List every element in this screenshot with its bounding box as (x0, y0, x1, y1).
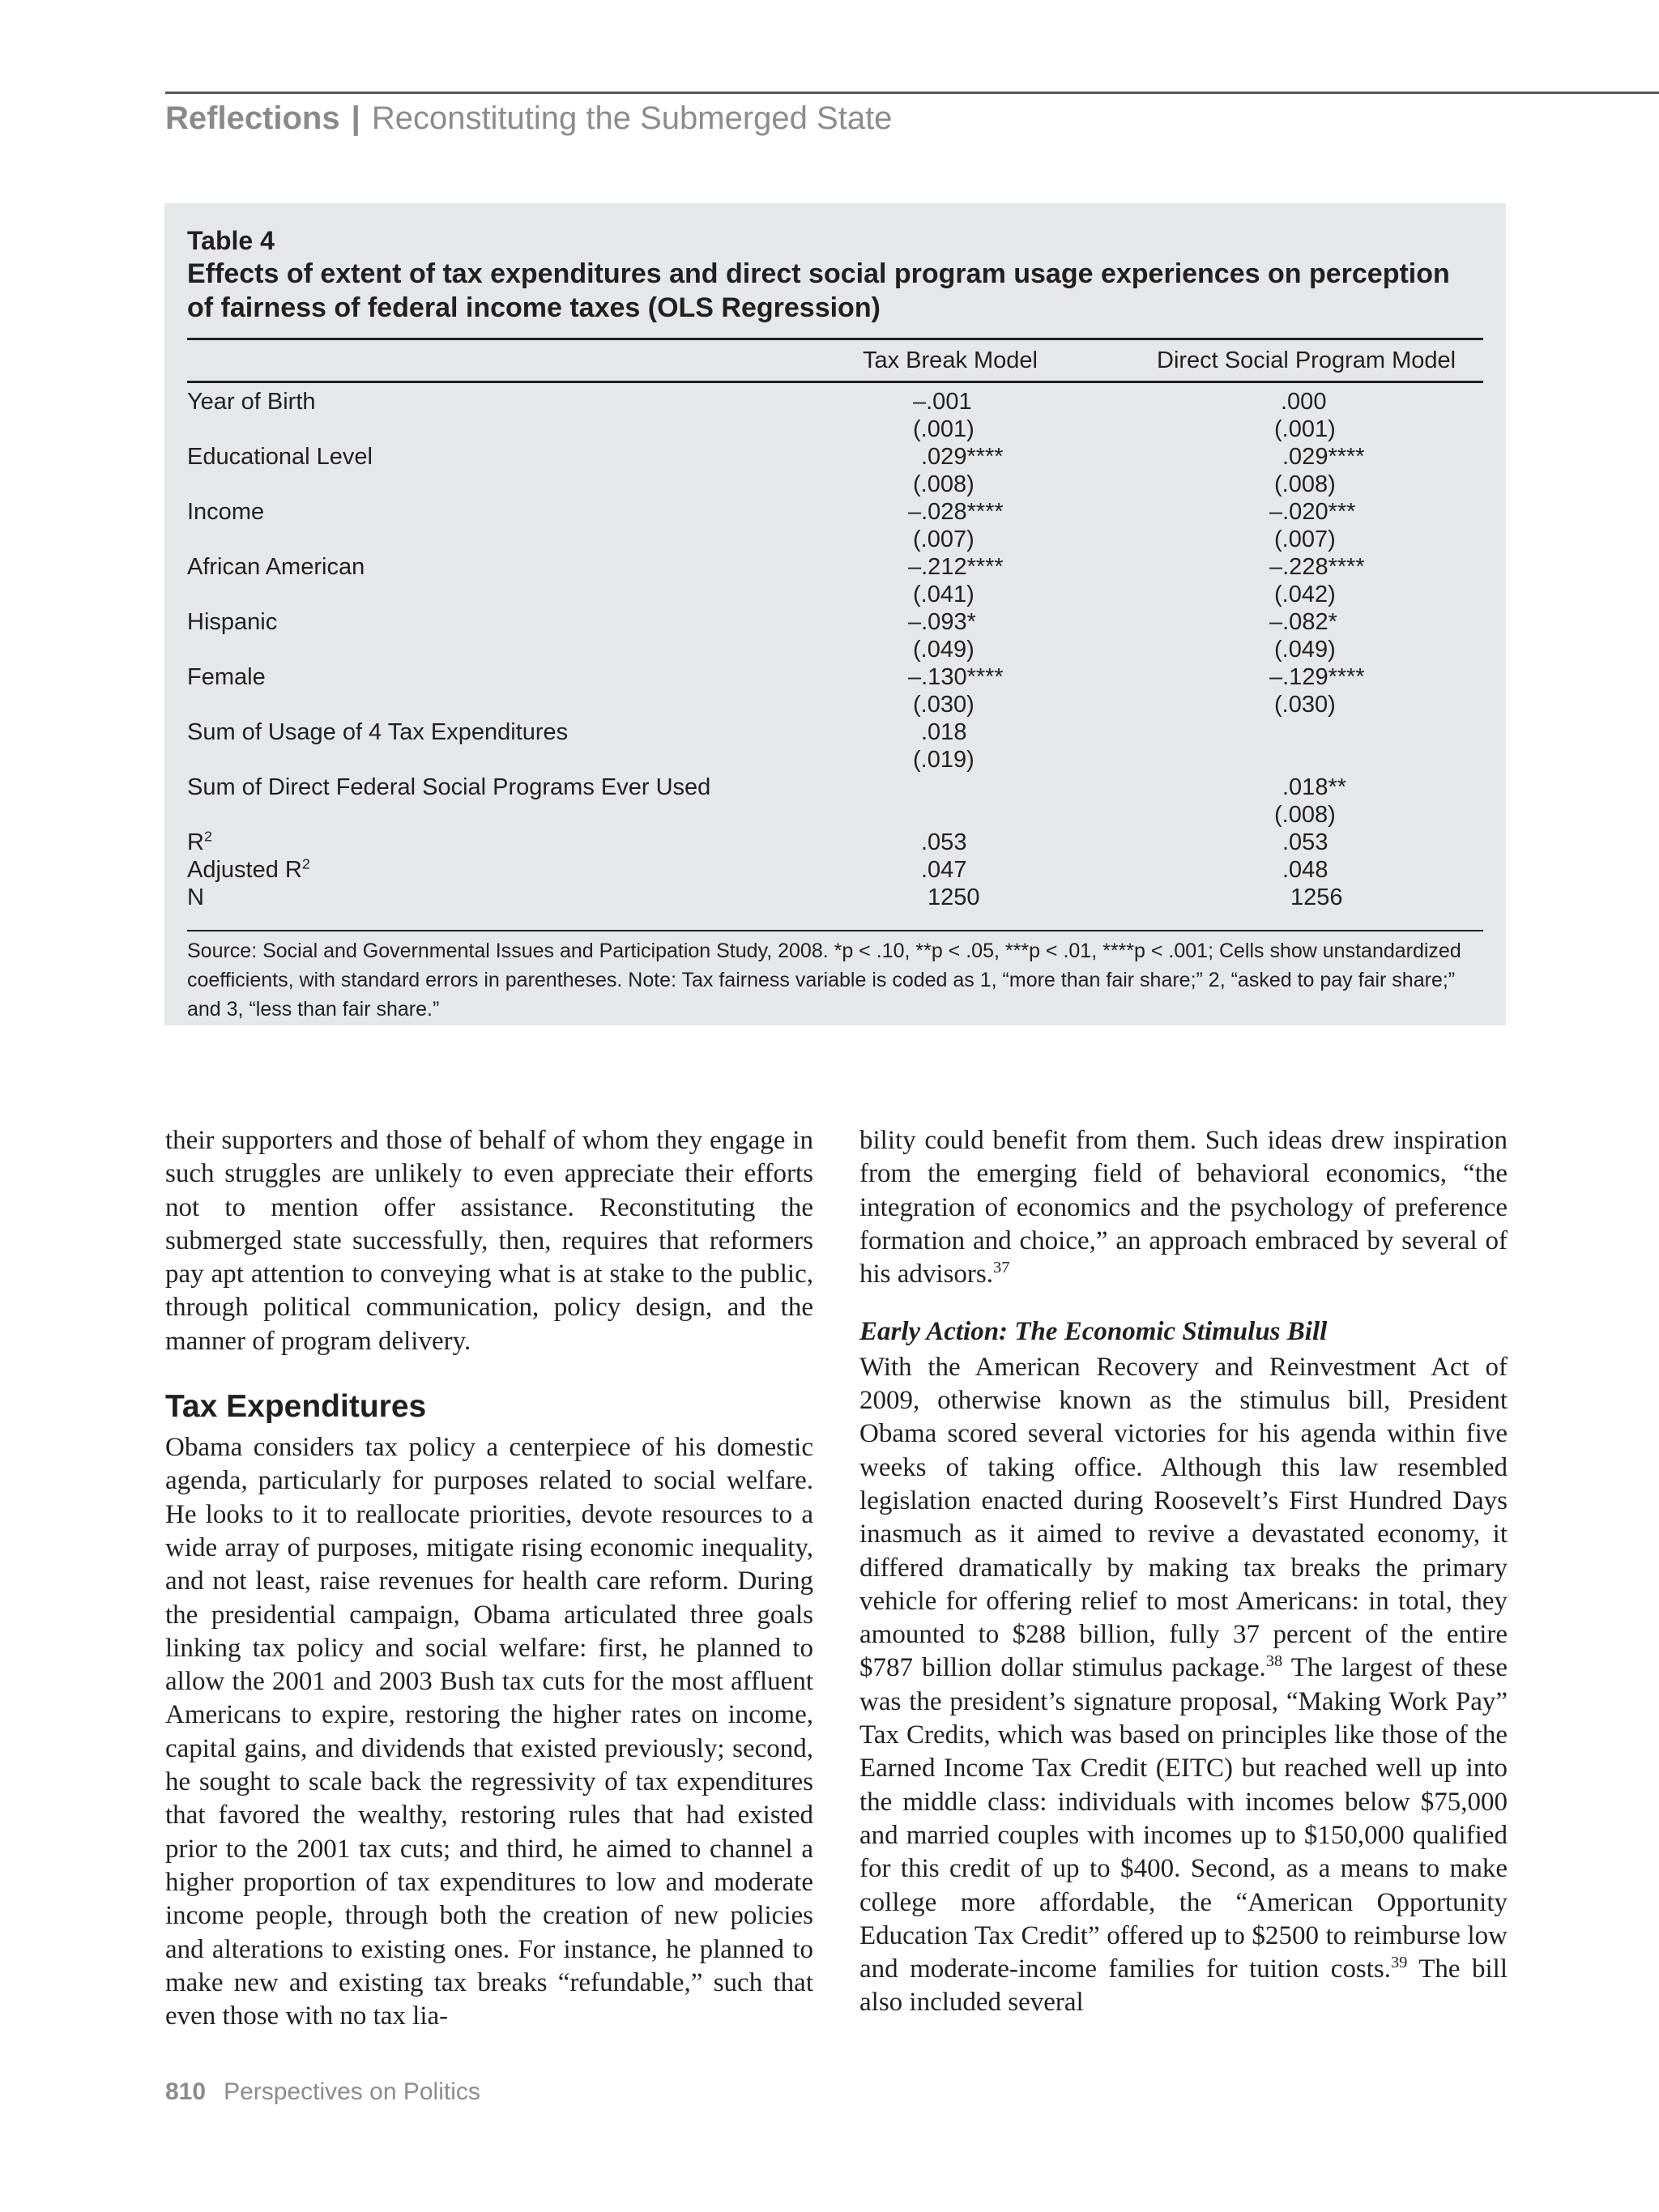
coef-tax-break: –.212**** (908, 554, 1004, 580)
table-row (187, 553, 1483, 581)
se-tax-break: (.049) (913, 637, 975, 663)
page-footer (165, 2078, 480, 2106)
row-label: Sum of Usage of 4 Tax Expenditures (187, 719, 569, 745)
stat-tax-break: 1250 (928, 884, 980, 910)
paragraph: Obama considers tax policy a centerpiece of his domestic agenda, particularly for purposes related to social welfare. He looks to it to reallocate priorities, devote resources to a wide array of purposes, mitigate rising economic inequality, and not least, raise revenues for health care reform. During the presidential campaign, Obama articulated three goals linking tax policy and social welfare: first, he planned to allow the 2001 and 2003 Bush tax cuts for the most affluent Americans to expire, restoring the higher rates on income, capital gains, and dividends that existed previously; second, he sought to scale back the regressivity of tax expenditures that favored the wealthy, restoring rules that had existed prior to the 2001 tax cuts; and third, he aimed to channel a higher proportion of tax expenditures to low and moderate income people, through both the creation of new policies and alterations to existing ones. For instance, he planned to make new and existing tax breaks “refundable,” such that even those with no tax lia- (165, 1433, 813, 2031)
se-direct-social: (.001) (1274, 416, 1336, 442)
paragraph: their supporters and those of behalf of whom they engage in such struggles are unlikely to even appreciate their efforts not to mention offer assistance. Reconstituting the submerged state successfully, then, requires that reformers pay apt attention to conveying what is at stake to the public, through political communication, policy design, and the manner of program delivery. (165, 1126, 813, 1356)
stat-direct-social: .053 (1282, 829, 1328, 855)
coef-direct-social: –.020*** (1269, 499, 1356, 525)
row-label: Educational Level (187, 444, 373, 470)
table-row-se (187, 691, 1483, 718)
table-row-se (187, 801, 1483, 829)
section-name: Reflections (165, 100, 340, 136)
coef-tax-break: .029**** (921, 444, 1004, 470)
table-row (187, 663, 1483, 691)
journal-name: Perspectives on Politics (224, 2078, 480, 2105)
row-label: Hispanic (187, 609, 278, 635)
table-row-se (187, 581, 1483, 608)
subsection-heading: Early Action: The Economic Stimulus Bill (859, 1317, 1328, 1347)
se-tax-break: (.008) (913, 471, 975, 497)
coef-direct-social: .000 (1281, 389, 1327, 415)
table-label: Table 4 (187, 226, 275, 255)
se-tax-break: (.001) (913, 416, 975, 442)
se-tax-break: (.030) (913, 692, 975, 718)
row-label: Female (187, 664, 266, 690)
stat-direct-social: .048 (1282, 857, 1328, 883)
se-direct-social: (.042) (1274, 582, 1336, 607)
coef-direct-social: –.228**** (1269, 554, 1365, 580)
table-row-se (187, 636, 1483, 663)
coef-tax-break: –.130**** (908, 664, 1004, 690)
table-row (187, 608, 1483, 636)
article-title: Reconstituting the Submerged State (371, 100, 893, 136)
table-row (187, 774, 1483, 801)
row-label: African American (187, 554, 365, 580)
coef-direct-social: –.129**** (1269, 664, 1365, 690)
table-row-se (187, 471, 1483, 498)
table-row (187, 443, 1483, 471)
stat-label: N (187, 884, 204, 910)
footnote-ref: 38 (1265, 1652, 1283, 1671)
se-direct-social: (.008) (1274, 471, 1336, 497)
footnote-ref: 39 (1390, 1954, 1408, 1972)
se-tax-break: (.041) (913, 582, 975, 607)
table-row-se (187, 416, 1483, 443)
se-direct-social: (.007) (1274, 526, 1336, 552)
table-row (187, 498, 1483, 526)
table-row (187, 718, 1483, 746)
left-column (165, 1124, 813, 2033)
header-separator: | (351, 100, 360, 136)
coef-tax-break: –.001 (913, 389, 972, 415)
header-rule (165, 92, 1659, 94)
stat-row (187, 829, 1483, 856)
stat-row (187, 856, 1483, 884)
stat-tax-break: .047 (921, 857, 967, 883)
stat-label: Adjusted $R^2$ (187, 855, 310, 883)
table-row (187, 388, 1483, 416)
coef-direct-social: .018** (1282, 774, 1347, 800)
row-label: Sum of Direct Federal Social Programs Ever Used (187, 774, 711, 800)
coef-tax-break: .018 (921, 719, 967, 745)
se-tax-break: (.007) (913, 526, 975, 552)
table-column-header (187, 340, 1483, 381)
stat-tax-break: .053 (921, 829, 967, 855)
coef-tax-break: –.028**** (908, 499, 1004, 525)
stat-row (187, 884, 1483, 911)
regression-table (164, 203, 1506, 1025)
coef-direct-social: –.082* (1269, 609, 1337, 635)
paragraph: With the American Recovery and Reinvestment Act of 2009, otherwise known as the stimulus bill, President Obama scored several victories for his agenda within five weeks of taking office. Although this law resembled legislation enacted during Roosevelt’s First Hundred Days inasmuch as it aimed to revive a devastated economy, it differed dramatically by making tax breaks the primary vehicle for offering relief to most Americans: in total, they amounted to $288 billion, fully 37 percent of the entire $787 billion dollar stimulus package.$^{38}$ The largest of these was the president’s signature proposal, “Making Work Pay” Tax Credits, which was based on principles like those of the Earned Income Tax Credit (EITC) but reached well up into the middle class: individuals with incomes below $75,000 and married couples with incomes up to $150,000 qualified for this credit of up to $400. Second, as a means to make college more affordable, the “American Opportunity Education Tax Credit” offered up to $2500 to reimburse low and moderate-income families for tuition costs.$^{39}$ The bill also included several (859, 1352, 1508, 2018)
coef-tax-break: –.093* (908, 609, 976, 635)
page-number: 810 (165, 2078, 207, 2105)
row-label: Income (187, 499, 265, 525)
coef-direct-social: .029**** (1282, 444, 1365, 470)
stat-direct-social: 1256 (1290, 884, 1343, 910)
table-note: Source: Social and Governmental Issues and Participation Study, 2008. *p < .10, **p < .05, ***p < .01, ****p < .001; Cells show unstandardized coefficients, with standard errors in parentheses. Note: Tax fairness variable is coded as 1, “more than fair share;” 2, “asked to pay fair share;” and 3, “less than fair share.” (187, 940, 1461, 1021)
table-body (187, 383, 1483, 930)
section-heading: Tax Expenditures (165, 1389, 427, 1425)
column-header-direct-social: Direct Social Program Model (1157, 347, 1456, 373)
se-direct-social: (.030) (1274, 692, 1336, 718)
table-title: Effects of extent of tax expenditures and direct social program usage experiences on perception of fairness of federal income taxes (OLS Regression) (187, 258, 1450, 323)
table-row-se (187, 526, 1483, 553)
row-label: Year of Birth (187, 389, 316, 415)
footnote-ref: 37 (993, 1259, 1010, 1277)
stat-label: $R^2$ (187, 828, 212, 855)
running-head (165, 100, 892, 137)
table-row-se (187, 746, 1483, 774)
right-column (859, 1124, 1508, 2020)
se-direct-social: (.049) (1274, 637, 1336, 663)
column-header-tax-break: Tax Break Model (863, 347, 1038, 373)
se-tax-break: (.019) (913, 747, 975, 773)
paragraph: bility could benefit from them. Such ideas drew inspiration from the emerging field of behavioral economics, “the integration of economics and the psychology of preference formation and choice,” an approach embraced by several of his advisors.$^{37}$ (859, 1126, 1508, 1289)
se-direct-social: (.008) (1274, 802, 1336, 828)
